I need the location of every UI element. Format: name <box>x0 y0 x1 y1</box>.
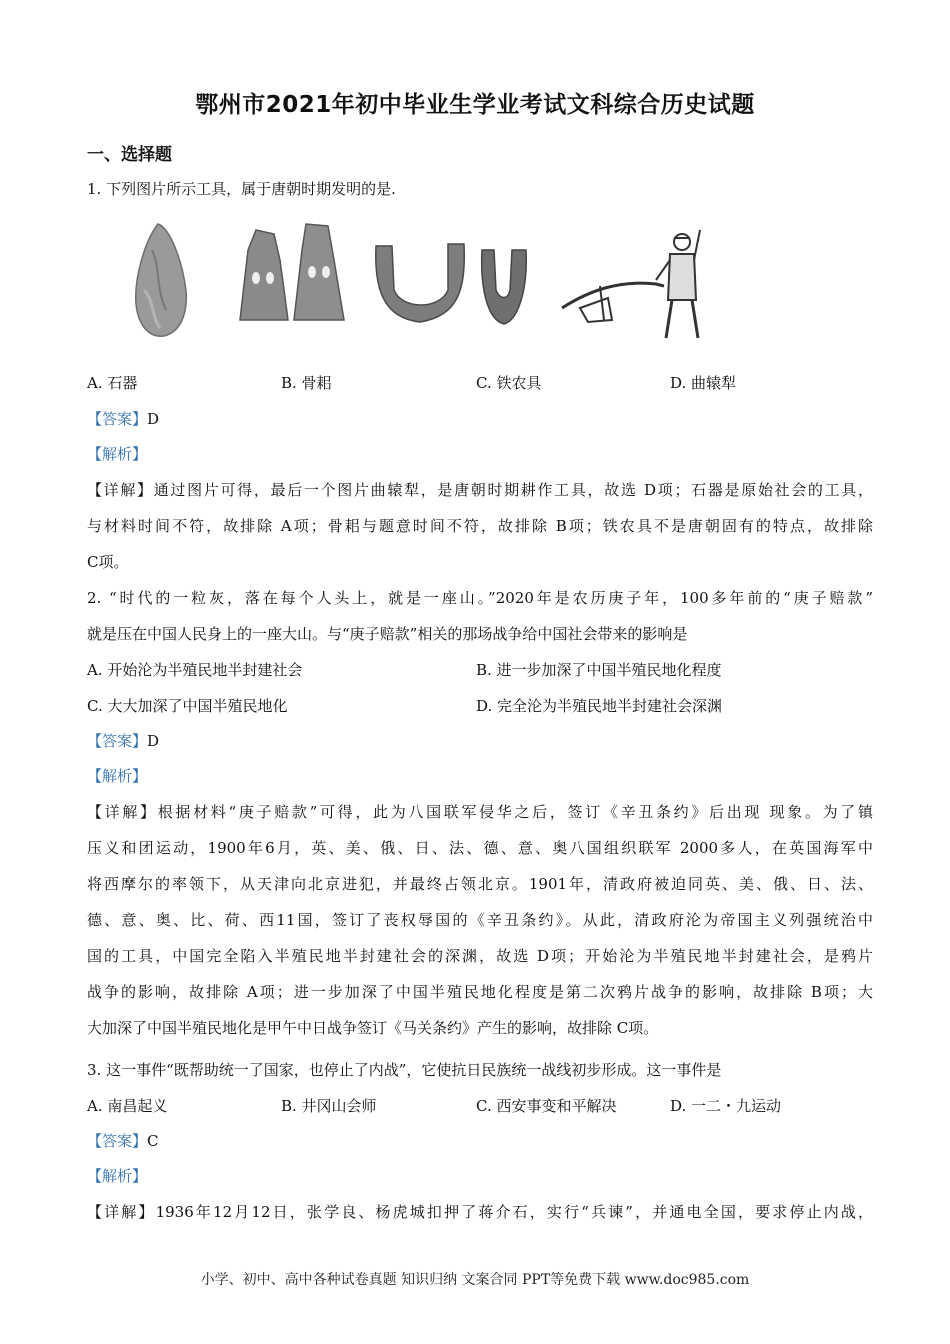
q1-detail-line-3: C项。 <box>87 553 129 571</box>
detail-label: 【详解】 <box>87 803 158 821</box>
q3-answer <box>87 1130 159 1151</box>
answer-label: 【答案】 <box>87 1132 148 1150</box>
q2-analysis-label: 【解析】 <box>87 767 148 785</box>
q1-answer <box>87 408 159 429</box>
q1-stem: 1. 下列图片所示工具，属于唐朝时期发明的是. <box>87 180 396 198</box>
q3-option-b: B. 井冈山会师 <box>281 1097 377 1115</box>
bone-spade-image <box>228 220 358 330</box>
q3-option-a: A. 南昌起义 <box>87 1097 168 1115</box>
section-heading: 一、选择题 <box>87 145 172 165</box>
q2-detail-line-6: 战争的影响，故排除 A项；进一步加深了中国半殖民地化程度是第二次鸦片战争的影响，故排除 B项；大 <box>87 983 873 1001</box>
q2-option-a: A. 开始沦为半殖民地半封建社会 <box>87 661 303 679</box>
q2-detail-line-5: 国的工具，中国完全陷入半殖民地半封建社会的深渊，故选 D项；开始沦为半殖民地半封建社会，是鸦片 <box>87 947 873 965</box>
detail-text: 根据材料“庚子赔款”可得，此为八国联军侵华之后，签订《辛丑条约》后出现 现象。为了镇 <box>157 803 873 821</box>
q1-detail-line-1 <box>87 479 873 500</box>
q3-detail-line-1 <box>87 1201 873 1222</box>
tool-images <box>120 220 720 345</box>
q1-option-a: A. 石器 <box>87 374 138 392</box>
q3-stem: 3. 这一事件“既帮助统一了国家，也停止了内战”，它使抗日民族统一战线初步形成。这一事件是 <box>87 1061 722 1079</box>
detail-text: 通过图片可得，最后一个图片曲辕犁，是唐朝时期耕作工具，故选 D项；石器是原始社会的工具， <box>153 481 873 499</box>
q1-option-c: C. 铁农具 <box>476 374 542 392</box>
q3-option-c: C. 西安事变和平解决 <box>476 1097 617 1115</box>
q2-detail-line-4: 德、意、奥、比、荷、西11国，签订了丧权辱国的《辛丑条约》。从此，清政府沦为帝国主义列强统治中 <box>87 911 873 929</box>
page-footer: 小学、初中、高中各种试卷真题 知识归纳 文案合同 PPT等免费下载 www.doc985.com <box>200 1272 750 1288</box>
q2-option-b: B. 进一步加深了中国半殖民地化程度 <box>476 661 722 679</box>
q1-detail-line-2: 与材料时间不符，故排除 A项；骨耜与题意时间不符，故排除 B项；铁农具不是唐朝固有的特点，故排除 <box>87 517 873 535</box>
q1-analysis-label: 【解析】 <box>87 445 148 463</box>
detail-text: 1936年12月12日，张学良、杨虎城扣押了蒋介石，实行“兵谏”，并通电全国，要求停止内战， <box>155 1203 873 1221</box>
stone-tool-image <box>130 220 190 340</box>
detail-label: 【详解】 <box>87 1203 156 1221</box>
q2-option-c: C. 大大加深了中国半殖民地化 <box>87 697 288 715</box>
answer-value: D <box>147 732 160 750</box>
answer-label: 【答案】 <box>87 410 148 428</box>
q2-option-d: D. 完全沦为半殖民地半封建社会深渊 <box>476 697 723 715</box>
q2-stem-line-2: 就是压在中国人民身上的一座大山。与“庚子赔款”相关的那场战争给中国社会带来的影响是 <box>87 625 688 643</box>
page-title: 鄂州市2021年初中毕业生学业考试文科综合历史试题 <box>195 92 755 118</box>
q2-stem-line-1: 2. “时代的一粒灰，落在每个人头上，就是一座山。”2020年是农历庚子年，100多年前的“庚子赔款” <box>87 589 873 607</box>
answer-value: C <box>147 1132 159 1150</box>
detail-label: 【详解】 <box>87 481 154 499</box>
q2-detail-line-2: 压义和团运动，1900年6月，英、美、俄、日、法、德、意、奥八国组织联军 2000多人，在英国海军中 <box>87 839 873 857</box>
q1-option-d: D. 曲辕犁 <box>670 374 737 392</box>
answer-label: 【答案】 <box>87 732 148 750</box>
q2-detail-line-3: 将西摩尔的率领下，从天津向北京进犯，并最终占领北京。1901年，清政府被迫同英、美、俄、日、法、 <box>87 875 873 893</box>
curved-plow-image <box>560 220 720 345</box>
q2-answer <box>87 730 159 751</box>
answer-value: D <box>147 410 160 428</box>
q3-option-d: D. 一二・九运动 <box>670 1097 782 1115</box>
q2-detail-line-1 <box>87 801 873 822</box>
q1-option-b: B. 骨耜 <box>281 374 332 392</box>
q3-analysis-label: 【解析】 <box>87 1167 148 1185</box>
q2-detail-line-7: 大加深了中国半殖民地化是甲午中日战争签订《马关条约》产生的影响，故排除 C项。 <box>87 1019 659 1037</box>
